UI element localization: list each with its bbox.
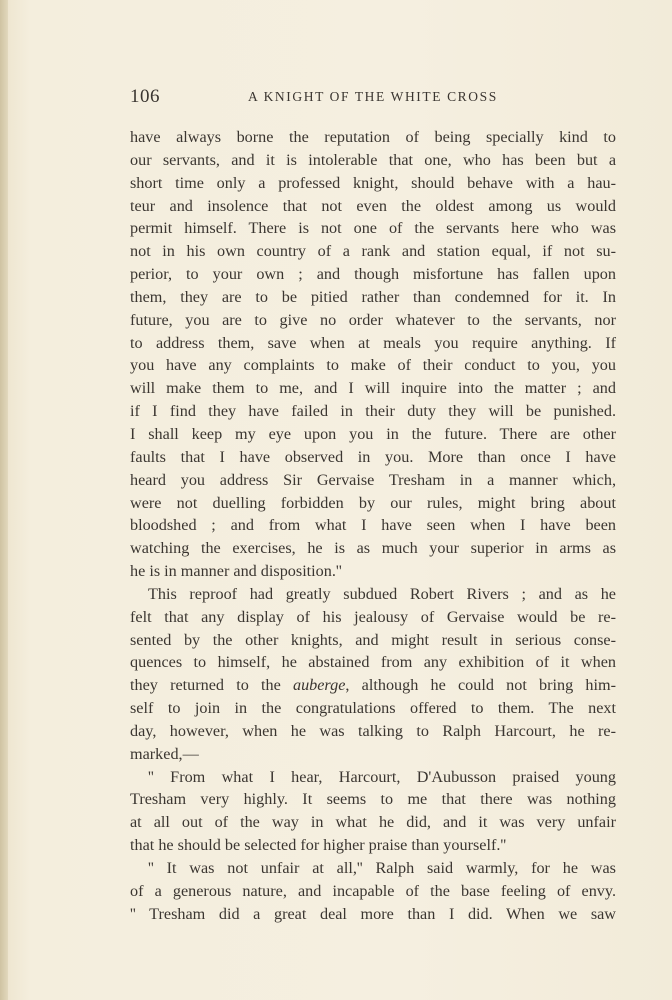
text-line: felt that any display of his jealousy of Gervaise would be re- [130,607,616,626]
text-fragment: they returned to the [130,676,293,695]
text-line: them, they are to be pitied rather than condemned for it. In [130,287,616,306]
text-line: of a generous nature, and incapable of the base feeling of envy. [130,881,616,900]
text-line: '' From what I hear, Harcourt, D'Aubusson praised young [148,767,616,786]
text-line: perior, to your own ; and though misfortune has fallen upon [130,265,616,284]
text-fragment: , although he could not bring him- [345,676,616,695]
text-line: at all out of the way in what he did, and it was very unfair [130,813,616,832]
text-line: Tresham very highly. It seems to me that there was nothing [130,790,616,809]
text-line: day, however, when he was talking to Ralph Harcourt, he re- [130,721,616,740]
text-line: not in his own country of a rank and station equal, if not su- [130,242,616,261]
page-header [130,86,616,112]
text-line: to address them, save when at meals you require anything. If [130,333,616,352]
text-line: watching the exercises, he is as much your superior in arms as [130,539,616,558]
text-line: '' It was not unfair at all,'' Ralph said warmly, for he was [148,859,616,877]
page-spine-shadow [0,0,8,1000]
text-line: have always borne the reputation of being specially kind to [130,128,616,146]
text-line: that he should be selected for higher praise than yourself.'' [130,836,507,855]
text-line: if I find they have failed in their duty they will be punished. [130,402,616,421]
text-line: heard you address Sir Gervaise Tresham in a manner which, [130,470,616,489]
text-line: faults that I have observed in you. More than once I have [130,447,616,466]
text-line: he is in manner and disposition.'' [130,562,342,581]
page-number: 106 [130,86,160,107]
text-line: This reproof had greatly subdued Robert Rivers ; and as he [148,584,616,603]
text-line: will make them to me, and I will inquire into the matter ; and [130,379,616,398]
text-line: bloodshed ; and from what I have seen when I have been [130,516,616,535]
text-line: permit himself. There is not one of the servants here who was [130,219,616,238]
text-line: self to join in the congratulations offered to them. The next [130,699,616,718]
body-text [130,126,616,926]
text-line: '' Tresham did a great deal more than I did. When we saw [130,904,616,923]
text-line: you have any complaints to make of their conduct to you, you [130,356,616,375]
text-line: quences to himself, he abstained from any exhibition of it when [130,653,616,672]
text-line: our servants, and it is intolerable that one, who has been but a [130,150,616,169]
running-title: A KNIGHT OF THE WHITE CROSS [248,89,498,104]
text-line: sented by the other knights, and might result in serious conse- [130,630,616,649]
text-line: future, you are to give no order whatever to the servants, nor [130,310,616,329]
text-line: teur and insolence that not even the oldest among us would [130,196,616,215]
text-line: were not duelling forbidden by our rules, might bring about [130,493,616,512]
text-line: short time only a professed knight, should behave with a hau- [130,173,616,192]
italic-word: auberge [292,676,346,695]
text-line-with-italic [130,674,616,697]
text-line: I shall keep my eye upon you in the future. There are other [130,424,616,443]
text-line: marked,— [130,744,199,763]
